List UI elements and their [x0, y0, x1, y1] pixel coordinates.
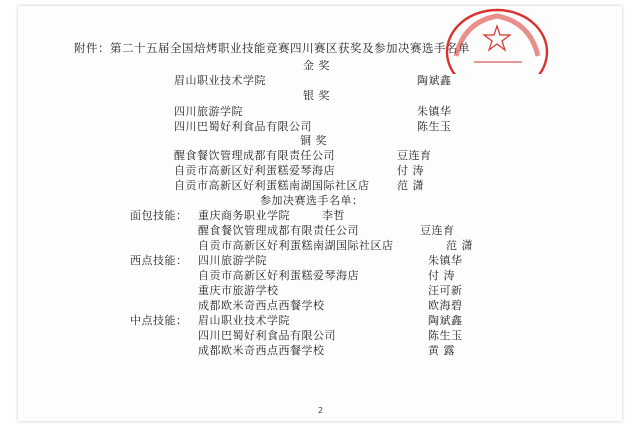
chinese-org-2: 四川巴蜀好利食品有限公司 — [198, 329, 336, 342]
western-name-2: 付 涛 — [428, 269, 455, 282]
bronze-name-3: 范 潇 — [397, 179, 424, 192]
bread-name-1: 李哲 — [322, 209, 345, 222]
bronze-name-1: 豆连育 — [397, 149, 432, 162]
bronze-org-3: 自贡市高新区好利蛋糕南湖国际社区店 — [174, 179, 370, 192]
bronze-org-2: 自贡市高新区好利蛋糕爱琴海店 — [174, 164, 335, 177]
bread-org-2: 醒食餐饮管理成都有限责任公司 — [198, 224, 359, 237]
chinese-name-3: 黄 露 — [428, 344, 455, 357]
bronze-heading: 铜 奖 — [300, 134, 327, 147]
chinese-skill-label: 中点技能： — [130, 314, 188, 327]
bread-name-2: 豆连育 — [420, 224, 455, 237]
gold-org-1: 眉山职业技术学院 — [174, 74, 266, 87]
western-org-3: 重庆市旅游学校 — [198, 284, 279, 297]
western-org-4: 成都欧米奇西点西餐学校 — [198, 299, 325, 312]
chinese-org-3: 成都欧米奇西点西餐学校 — [198, 344, 325, 357]
document-header: 附件：第二十五届全国焙烤职业技能竞赛四川赛区获奖及参加决赛选手名单 — [74, 41, 470, 55]
silver-name-1: 朱镇华 — [417, 105, 452, 118]
western-name-1: 朱镇华 — [428, 254, 463, 267]
silver-name-2: 陈生玉 — [417, 120, 452, 133]
finalists-heading: 参加决赛选手名单： — [260, 194, 364, 207]
gold-name-1: 陶斌鑫 — [417, 74, 452, 87]
western-name-4: 欧海碧 — [428, 299, 463, 312]
western-org-1: 四川旅游学院 — [198, 254, 267, 267]
page-number: 2 — [318, 406, 324, 415]
chinese-name-2: 陈生玉 — [428, 329, 463, 342]
western-org-2: 自贡市高新区好利蛋糕爱琴海店 — [198, 269, 359, 282]
bread-skill-label: 面包技能： — [130, 209, 188, 222]
official-seal-icon — [444, 8, 550, 74]
silver-org-1: 四川旅游学院 — [174, 105, 243, 118]
silver-heading: 银 奖 — [303, 89, 330, 102]
chinese-org-1: 眉山职业技术学院 — [198, 314, 290, 327]
bread-name-3: 范 潇 — [446, 239, 473, 252]
chinese-name-1: 陶斌鑫 — [428, 314, 463, 327]
western-skill-label: 西点技能： — [130, 254, 188, 267]
bronze-org-1: 醒食餐饮管理成都有限责任公司 — [174, 149, 335, 162]
bread-org-1: 重庆商务职业学院 — [198, 209, 290, 222]
silver-org-2: 四川巴蜀好利食品有限公司 — [174, 120, 312, 133]
bread-org-3: 自贡市高新区好利蛋糕南湖国际社区店 — [198, 239, 394, 252]
gold-heading: 金 奖 — [303, 59, 330, 72]
western-name-3: 汪可新 — [428, 284, 463, 297]
bronze-name-2: 付 涛 — [397, 164, 424, 177]
